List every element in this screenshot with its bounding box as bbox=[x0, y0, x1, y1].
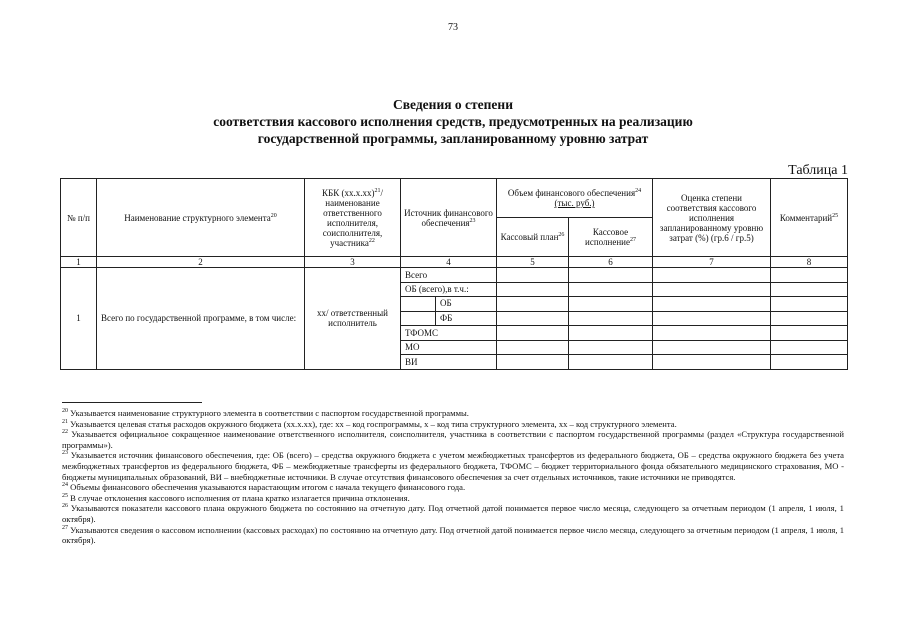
program-row-number: 1 bbox=[61, 268, 97, 370]
column-number: 3 bbox=[305, 257, 401, 268]
column-number: 6 bbox=[569, 257, 653, 268]
table-cell bbox=[569, 282, 653, 297]
source-ob-cell bbox=[401, 297, 497, 312]
header-element-name: Наименование структурного элемента$^{20}$ bbox=[97, 179, 305, 257]
column-number: 1 bbox=[61, 257, 97, 268]
table-cell bbox=[497, 311, 569, 326]
table-cell bbox=[771, 340, 848, 355]
column-number: 8 bbox=[771, 257, 848, 268]
footnote: $^{26}$ Указываются показатели кассового плана окружного бюджета по состоянию на отчетную дату. Под отчетной датой понимается первое число месяца, следующего за отчетным периодом (1 апреля, 1 июля, 1 октября). bbox=[62, 503, 844, 524]
footnote: $^{24}$ Объемы финансового обеспечения указываются нарастающим итогом с начала текущего финансового года. bbox=[62, 482, 466, 493]
footnote: $^{20}$ Указывается наименование структурного элемента в соответствии с паспортом государственной программы. bbox=[62, 408, 469, 418]
execution-table bbox=[60, 178, 848, 370]
table-cell bbox=[771, 297, 848, 312]
table-cell bbox=[497, 268, 569, 283]
footnote: $^{22}$ Указывается официальное сокращенное наименование ответственного исполнителя, соисполнителя, участника в соответствии с паспортом государственной программы (раздел «Структура государственной программы»). bbox=[62, 429, 844, 450]
header-cash-execution: Кассовое исполнение$^{27}$ bbox=[569, 218, 653, 257]
footnote: $^{27}$ Указываются сведения о кассовом исполнении (кассовых расходах) по состоянию на отчетную дату. Под отчетной датой понимается первое число месяца, следующего за отчетным периодом (1 апреля, 1 июля, 1 октября). bbox=[62, 524, 844, 546]
header-kbk: КБК $(хх.х.хх)^{21}/$ наименование ответственного исполнителя, соисполнителя, участника$^{22}$ bbox=[305, 179, 401, 257]
column-number: 7 bbox=[653, 257, 771, 268]
table-cell bbox=[653, 340, 771, 355]
table-cell bbox=[653, 268, 771, 283]
source-tfoms: ТФОМС bbox=[401, 326, 497, 341]
source-total: Всего bbox=[401, 268, 497, 283]
table-cell bbox=[771, 282, 848, 297]
footnote: $^{21}$ Указывается целевая статья расходов окружного бюджета (хх.х.хх), где: хх – код госпрограммы, х – код типа структурного элемента, хх – код структурного элемента. bbox=[62, 418, 677, 429]
table-cell bbox=[653, 311, 771, 326]
footnote: $^{25}$ В случае отклонения кассового исполнения от плана кратко излагается причина отклонения. bbox=[62, 492, 410, 503]
table-cell bbox=[771, 355, 848, 370]
header-comment: Комментарий$^{25}$ bbox=[771, 179, 848, 257]
header-funding-volume: Объем финансового обеспечения$^{24}$ (тыс. руб.) bbox=[497, 179, 653, 218]
header-compliance-assessment: Оценка степени соответствия кассового исполнения запланированному уровню затрат (%) (гр.6 / гр.5) bbox=[653, 179, 771, 257]
table-cell bbox=[569, 268, 653, 283]
table-cell bbox=[653, 282, 771, 297]
column-number: 4 bbox=[401, 257, 497, 268]
header-cash-plan: Кассовый план$^{26}$ bbox=[497, 218, 569, 257]
source-mo: МО bbox=[401, 340, 497, 355]
document-title bbox=[0, 96, 906, 147]
program-executor: хх/ ответственный исполнитель bbox=[305, 268, 401, 370]
table-cell bbox=[771, 326, 848, 341]
table-cell bbox=[569, 340, 653, 355]
footnotes bbox=[62, 408, 844, 546]
column-number: 2 bbox=[97, 257, 305, 268]
table-cell bbox=[569, 297, 653, 312]
table-cell bbox=[653, 297, 771, 312]
title-line-1: Сведения о степени bbox=[393, 97, 513, 112]
source-fb-cell bbox=[401, 311, 497, 326]
title-line-2: соответствия кассового исполнения средств, предусмотренных на реализацию bbox=[213, 114, 693, 129]
table-cell bbox=[653, 326, 771, 341]
table-cell bbox=[497, 282, 569, 297]
table-cell bbox=[497, 297, 569, 312]
source-ob-total: ОБ (всего),в т.ч.: bbox=[401, 282, 497, 297]
table-cell bbox=[653, 355, 771, 370]
table-cell bbox=[497, 355, 569, 370]
table-cell bbox=[497, 326, 569, 341]
table-cell bbox=[771, 311, 848, 326]
program-element-name: Всего по государственной программе, в том числе: bbox=[97, 268, 305, 370]
table-cell bbox=[569, 355, 653, 370]
source-ob: ОБ bbox=[440, 298, 452, 308]
table-label: Таблица 1 bbox=[788, 163, 848, 178]
source-fb: ФБ bbox=[440, 312, 453, 323]
footnote: $^{23}$ Указывается источник финансового обеспечения, где: ОБ (всего) – средства окружного бюджета с учетом межбюджетных трансфертов из федерального бюджета, ОБ – средства окружного бюджета без учета межбюджетных трансфертов из федерального бюджета, ФБ – межбюджетные трансферты из федерального бюджета, ТФОМС – бюджет территориального фонда обязательного медицинского страхования, МО - бюджеты муниципальных образований, ВИ – внебюджетные источники. В случае отсутствия финансового обеспечения за счет отдельных источников, такие источники не приводятся. bbox=[62, 450, 845, 482]
source-vi: ВИ bbox=[401, 355, 497, 370]
table-cell bbox=[569, 326, 653, 341]
column-number: 5 bbox=[497, 257, 569, 268]
footnote-divider bbox=[62, 402, 202, 403]
table-cell bbox=[771, 268, 848, 283]
table-cell bbox=[497, 340, 569, 355]
table-cell bbox=[569, 311, 653, 326]
header-row-number: № п/п bbox=[61, 179, 97, 257]
title-line-3: государственной программы, запланированному уровню затрат bbox=[257, 131, 649, 146]
header-funding-source: Источник финансового обеспечения$^{23}$ bbox=[401, 179, 497, 257]
page-number: 73 bbox=[448, 22, 458, 33]
